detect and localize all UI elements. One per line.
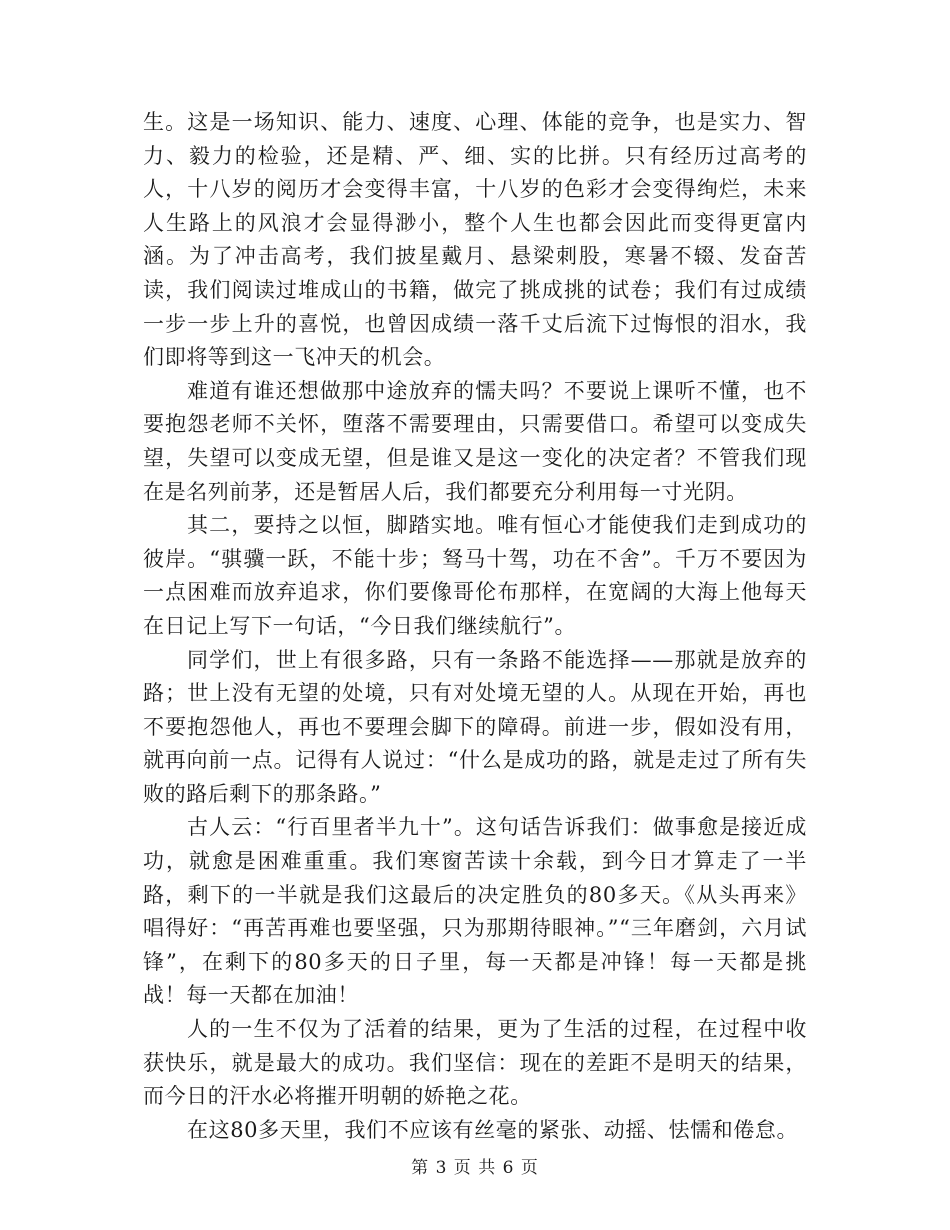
paragraph-4: 同学们，世上有很多路，只有一条路不能选择——那就是放弃的路；世上没有无望的处境，只有对处境无望的人。从现在开始，再也不要抱怨他人，再也不要理会脚下的障碍。前进一步，假如没有用，就再向前一点。记得有人说过：“什么是成功的路，就是走过了所有失败的路后剩下的那条路。” — [143, 647, 807, 806]
page-footer: 第 3 页 共 6 页 — [411, 1158, 539, 1178]
document-body — [143, 106, 807, 1147]
paragraph-3: 其二，要持之以恒，脚踏实地。唯有恒心才能使我们走到成功的彼岸。“骐骥一跃，不能十步；驽马十驾，功在不舍”。千万不要因为一点困难而放弃追求，你们要像哥伦布那样，在宽阔的大海上他每天在日记上写下一句话，“今日我们继续航行”。 — [143, 513, 807, 638]
paragraph-7: 在这80多天里，我们不应该有丝毫的紧张、动摇、怯懦和倦怠。 — [187, 1117, 799, 1142]
paragraph-5: 古人云：“行百里者半九十”。这句话告诉我们：做事愈是接近成功，就愈是困难重重。我们寒窗苦读十余载，到今日才算走了一半路，剩下的一半就是我们这最后的决定胜负的80多天。《从头再来》唱得好：“再苦再难也要坚强，只为那期待眼神。”“三年磨剑，六月试锋”，在剩下的80多天的日子里，每一天都是冲锋！每一天都是挑战！每一天都在加油！ — [143, 815, 807, 1008]
paragraph-6: 人的一生不仅为了活着的结果，更为了生活的过程，在过程中收获快乐，就是最大的成功。我们坚信：现在的差距不是明天的结果，而今日的汗水必将摧开明朝的娇艳之花。 — [143, 1017, 807, 1109]
paragraph-2: 难道有谁还想做那中途放弃的懦夫吗？不要说上课听不懂，也不要抱怨老师不关怀，堕落不需要理由，只需要借口。希望可以变成失望，失望可以变成无望，但是谁又是这一变化的决定者？不管我们现在是名列前茅，还是暂居人后，我们都要充分利用每一寸光阴。 — [143, 378, 807, 504]
paragraph-1: 生。这是一场知识、能力、速度、心理、体能的竞争，也是实力、智力、毅力的检验，还是精、严、细、实的比拼。只有经历过高考的人，十八岁的阅历才会变得丰富，十八岁的色彩才会变得绚烂，未来人生路上的风浪才会显得渺小，整个人生也都会因此而变得更富内涵。为了冲击高考，我们披星戴月、悬梁刺股，寒暑不辍、发奋苦读，我们阅读过堆成山的书籍，做完了挑成挑的试卷；我们有过成绩一步一步上升的喜悦，也曾因成绩一落千丈后流下过悔恨的泪水，我们即将等到这一飞冲天的机会。 — [143, 110, 807, 370]
